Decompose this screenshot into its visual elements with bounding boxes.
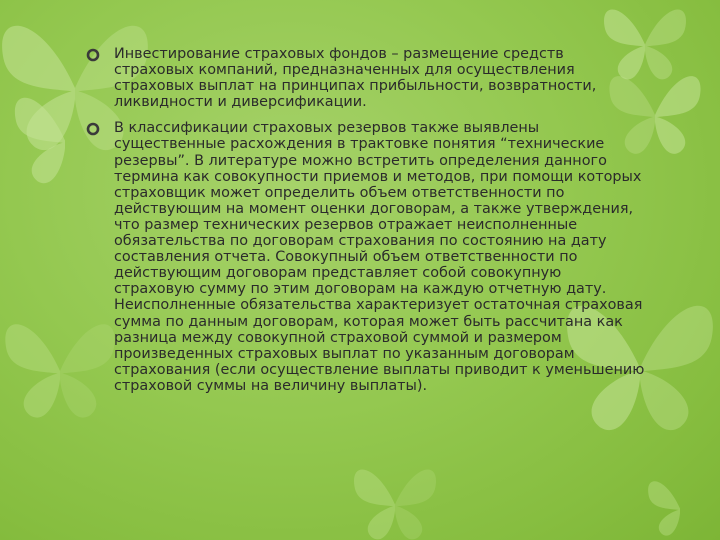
butterfly-decoration-bottom-center — [330, 455, 460, 540]
slide-content — [86, 46, 646, 404]
butterfly-decoration-bottom-right — [640, 470, 720, 540]
bullet-item-investment — [86, 46, 646, 110]
bullet-text: Инвестирование страховых фондов – размещение средств страховых компаний, предназначенных для осуществления страховых выплат на принципах прибыльности, возвратности, ликвидности и диверсификации. — [114, 46, 597, 111]
ring-bullet-icon — [86, 122, 100, 136]
bullet-text: В классификации страховых резервов также выявлены существенные расхождения в трактовке понятия “технические резервы”. В литературе можно встретить определения данного термина как совокупности приемов и методов, при помощи которых страховщик может определить объем ответственности по действующим на момент оценки договорам, а также утверждения, что размер технических резервов отражает неисполненные обязательства по договорам страхования по состоянию на дату составления отчета. Совокупный объем ответственности по действующим договорам представляет собой совокупную страховую сумму по этим договорам на каждую отчетную дату. Неисполненные обязательства характеризует остаточная страховая сумма по данным договорам, которая может быть рассчитана как разница между совокупной страховой суммой и размером произведенных страховых выплат по указанным договорам страхования (если осуществление выплаты приводит к уменьшению страховой суммы на величину выплаты). — [114, 120, 645, 394]
ring-bullet-icon — [86, 48, 100, 62]
bullet-item-reserves — [86, 120, 646, 394]
